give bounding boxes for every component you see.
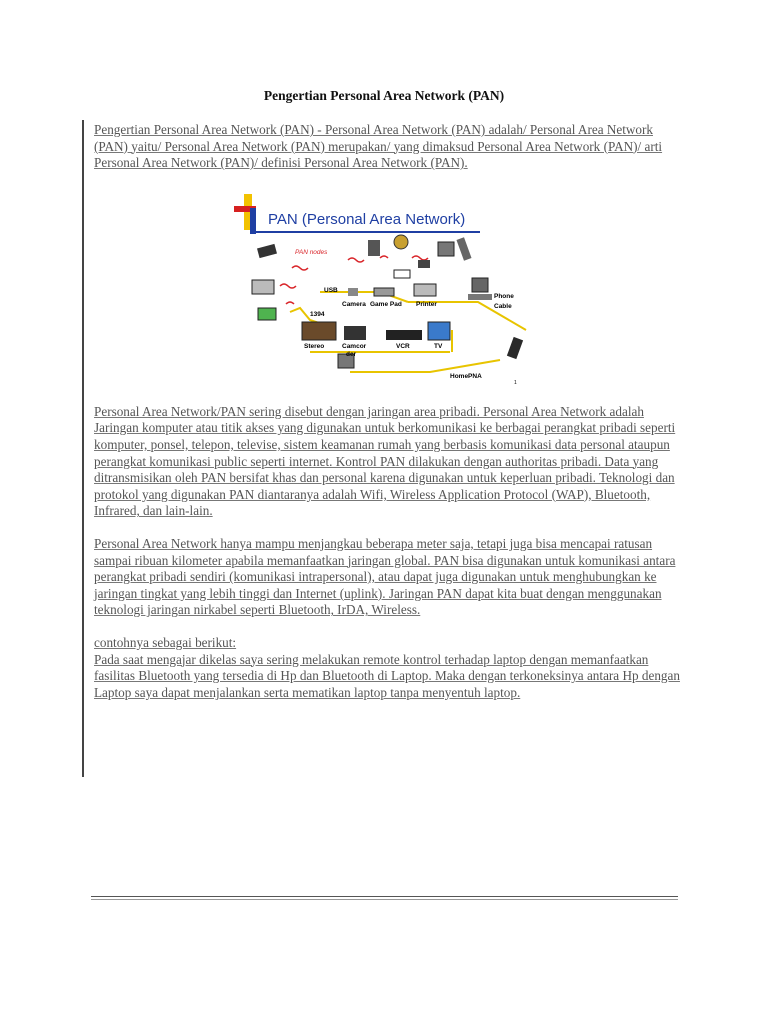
wireless-link-1 bbox=[292, 266, 308, 270]
keyboard-icon bbox=[468, 294, 492, 300]
example-text[interactable]: Pada saat mengajar dikelas saya sering melakukan remote kontrol terhadap laptop dengan memanfaatkan fasilitas Bluetooth yang tersedia di Hp dan Bluetooth di Laptop. Maka dengan terkoneksinya antara Hp dengan Laptop saya dapat menjalankan serta mematikan laptop tanpa menyentuh laptop. bbox=[94, 651, 680, 700]
paragraph-range[interactable]: Personal Area Network hanya mampu menjangkau beberapa meter saja, tetapi juga bisa mencapai ratusan sampai ribuan kilometer apabila memanfaatkan jaringan global. PAN bisa digunakan untuk komunikasi antara perangkat pribadi sendiri (komunikasi intrapersonal), atau dapat juga digunakan untuk menghubungkan ke jaringan tingkat yang lebih tinggi dan Internet (uplink). Jaringan PAN dapat kita buat dengan menggunakan teknologi jaringan nirkabel seperti Bluetooth, IrDA, Wireless. bbox=[94, 535, 676, 618]
camcorder-icon bbox=[344, 326, 366, 340]
vcr-label: VCR bbox=[396, 342, 410, 350]
wireless-link-6 bbox=[412, 256, 428, 260]
document-body bbox=[94, 122, 682, 701]
usb-label: USB bbox=[324, 286, 338, 294]
laptop-icon bbox=[257, 244, 277, 258]
figure-page-number: 1 bbox=[514, 379, 517, 386]
yellow-link-homepna bbox=[350, 360, 500, 372]
palm-device-icon bbox=[368, 240, 380, 256]
gamepad-label: Game Pad bbox=[370, 300, 402, 308]
modem-phone-icon bbox=[507, 337, 523, 359]
camcorder-label-2: der bbox=[346, 350, 357, 358]
footer-divider-secondary bbox=[91, 899, 678, 900]
pager-icon bbox=[394, 235, 408, 249]
camera-label: Camera bbox=[342, 300, 366, 308]
tv-icon bbox=[428, 322, 450, 340]
gamepad-icon bbox=[374, 288, 394, 296]
revision-bar bbox=[82, 120, 84, 777]
gps-icon bbox=[418, 260, 430, 268]
wireless-link-5 bbox=[380, 256, 388, 258]
phone-label: Phone bbox=[494, 292, 514, 300]
wireless-link-2 bbox=[280, 284, 296, 288]
wireless-link-3 bbox=[286, 302, 294, 304]
desktop-computer-icon bbox=[472, 278, 488, 292]
printer-device-icon bbox=[252, 280, 274, 294]
page-title: Pengertian Personal Area Network (PAN) bbox=[263, 88, 505, 103]
homepna-label: HomePNA bbox=[450, 372, 482, 380]
wireless-link-4 bbox=[348, 258, 364, 262]
footer-divider bbox=[91, 896, 678, 897]
stereo-label: Stereo bbox=[304, 342, 325, 350]
handheld-icon bbox=[394, 270, 410, 278]
printer-label: Printer bbox=[416, 300, 437, 308]
pan-diagram-image bbox=[230, 180, 540, 390]
paragraph-definition[interactable]: Pengertian Personal Area Network (PAN) - Personal Area Network (PAN) adalah/ Personal Area Network (PAN) yaitu/ Personal Area Network (PAN) merupakan/ yang dimaksud Personal Area Network (PAN)/ arti Personal Area Network (PAN)/ definisi Personal Area Network (PAN). bbox=[94, 122, 663, 171]
usb-camera-icon bbox=[348, 288, 358, 296]
pan-nodes-label: PAN nodes bbox=[295, 248, 328, 256]
printer-icon bbox=[414, 284, 436, 296]
figure-heading: PAN (Personal Area Network) bbox=[268, 210, 466, 228]
stereo-icon bbox=[302, 322, 336, 340]
camcorder-label-1: Camcor bbox=[342, 342, 367, 350]
cable-label: Cable bbox=[494, 302, 512, 310]
paragraph-description[interactable]: Personal Area Network/PAN sering disebut dengan jaringan area pribadi. Personal Area Network adalah Jaringan komputer atau titik akses yang digunakan untuk berkomunikasi ke berbagai perangkat pribadi seperti komputer, ponsel, telepon, televise, sistem keamanan rumah yang berbasis komunikasi data personal ataupun perangkat komunikasi public seperti internet. Kontrol PAN dilakukan dengan authoritas pribadi. Data yang ditransmisikan oleh PAN bersifat khas dan personal karena digunakan untuk keperluan pribadi. Teknologi dan protokol yang digunakan PAN diantaranya adalah Wifi, Wireless Application Protocol (WAP), Bluetooth, Infrared, dan lain-lain. bbox=[94, 403, 676, 519]
tv-label: TV bbox=[434, 342, 443, 350]
banner-blue-block bbox=[250, 208, 256, 234]
example-heading[interactable]: contohnya sebagai berikut: bbox=[94, 634, 237, 650]
pan-diagram-svg bbox=[230, 180, 540, 390]
camera-icon bbox=[438, 242, 454, 256]
cell-phone-icon bbox=[456, 237, 471, 260]
vcr-icon bbox=[386, 330, 422, 340]
ieee1394-label: 1394 bbox=[310, 310, 325, 318]
pda-icon bbox=[258, 308, 276, 320]
